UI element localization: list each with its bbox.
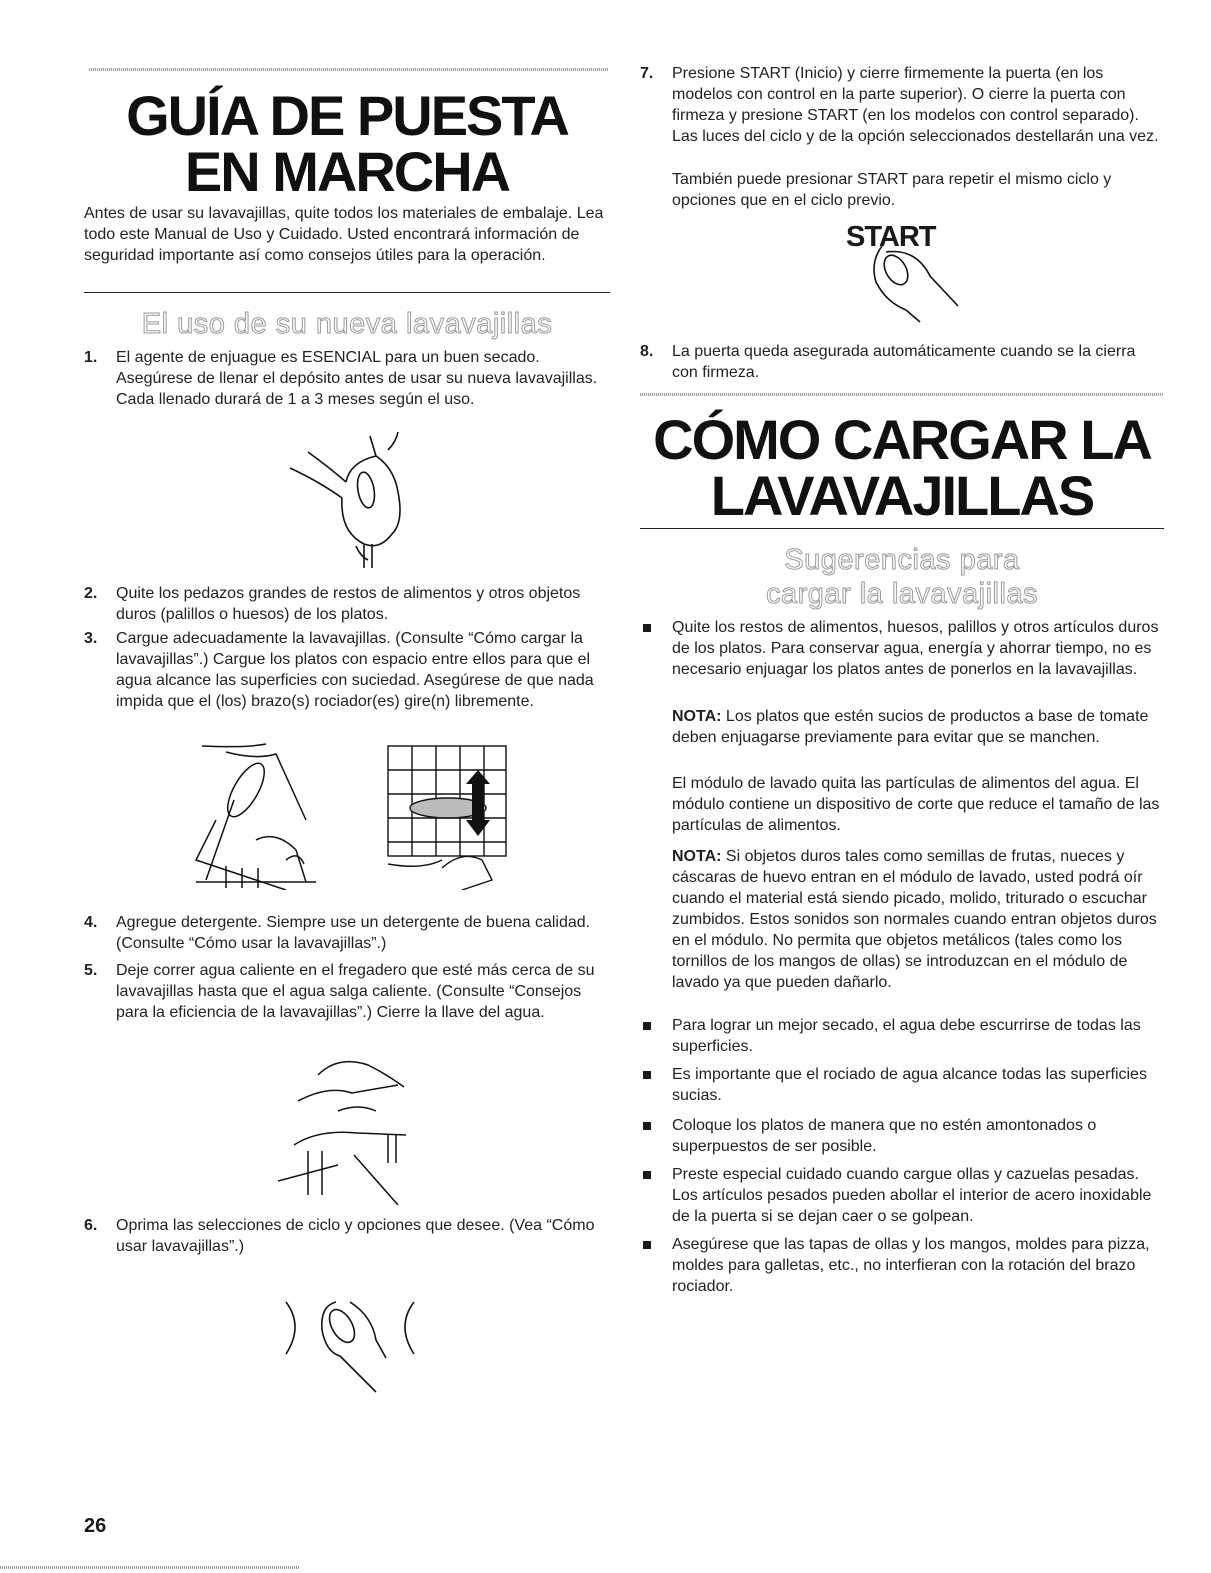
subsection-heading-line1: Sugerencias para (784, 544, 1020, 576)
note-text: Los platos que estén sucios de productos a base de tomate deben enjuagarse previamente para evitar que se manchen. (672, 708, 1149, 746)
button-press-illustration (280, 1296, 420, 1396)
note-label: NOTA: (672, 848, 722, 865)
note-paragraph (672, 846, 1162, 993)
step-number: 3. (84, 630, 98, 647)
bullet-marker (643, 624, 651, 632)
section-title-line1: CÓMO CARGAR LA (653, 408, 1151, 471)
dotted-rule (89, 68, 609, 71)
dotted-rule (640, 393, 1164, 396)
step-text: Cargue adecuadamente la lavavajillas. (Consulte “Cómo cargar la lavavajillas”.) Cargue los platos con espacio entre ellos para que el agua alcance las superficies con suciedad. Asegúrese de que nada impida que el (los) brazo(s) rociador(es) gire(n) libremente. (116, 630, 594, 710)
faucet-illustration (278, 1055, 418, 1205)
page-title-line2: EN MARCHA (184, 140, 510, 203)
step-number: 7. (640, 65, 654, 82)
step-text: Presione START (Inicio) y cierre firmemente la puerta (en los modelos con control en la parte superior). O cierre la puerta con firmeza y presione START (en los modelos con control separado). Las luces del ciclo y de la opción seleccionados destellarán una vez. (672, 65, 1159, 145)
intro-paragraph: Antes de usar su lavavajillas, quite todos los materiales de embalaje. Lea todo este Manual de Uso y Cuidado. Usted encontrará información de seguridad importante así como consejos útiles para la operación. (84, 205, 604, 264)
bullet-item (640, 1064, 1160, 1106)
bullet-text: Es importante que el rociado de agua alcance todas las superficies sucias. (672, 1066, 1147, 1104)
bullet-item (640, 1234, 1160, 1297)
step-number: 6. (84, 1217, 98, 1234)
spray-arm-illustration (382, 740, 512, 890)
bullet-marker (643, 1122, 651, 1130)
step-item (640, 63, 1160, 147)
step-item (640, 341, 1160, 383)
loading-dishes-illustration (186, 740, 336, 890)
step-number: 4. (84, 914, 98, 931)
step-text: Quite los pedazos grandes de restos de alimentos y otros objetos duros (palillos o huesos) de los platos. (116, 585, 581, 623)
rinse-aid-illustration (280, 432, 420, 572)
subsection-heading-line2: cargar la lavavajillas (765, 578, 1039, 610)
section-title-line2: LAVAVAJILLAS (710, 464, 1094, 527)
bullet-marker (643, 1022, 651, 1030)
note-text: Si objetos duros tales como semillas de frutas, nueces y cáscaras de huevo entran en el módulo de lavado, usted podrá oír cuando el material está siendo picado, molido, triturado o escuchar zumbidos. Estos sonidos son normales cuando entran objetos duros en el módulo. No permita que objetos metálicos (tales como los tornillos de los mangos de ollas) se introduzcan en el módulo de lavado ya que pueden dañarlo. (672, 848, 1157, 991)
step-item (84, 960, 604, 1023)
bullet-text: Coloque los platos de manera que no estén amontonados o superpuestos de ser posible. (672, 1117, 1097, 1155)
step-number: 2. (84, 585, 98, 602)
step-item (84, 912, 604, 954)
step-item (84, 583, 604, 625)
section-divider (640, 528, 1164, 529)
step-number: 8. (640, 343, 654, 360)
step-text: El agente de enjuague es ESENCIAL para un buen secado. Asegúrese de llenar el depósito antes de usar su nueva lavavajillas. Cada llenado durará de 1 a 3 meses según el uso. (116, 349, 598, 408)
step-number: 5. (84, 962, 98, 979)
step-item (84, 347, 604, 410)
step-number: 1. (84, 349, 98, 366)
bullet-text: Quite los restos de alimentos, huesos, palillos y otros artículos duros de los platos. Para conservar agua, energía y ahorrar tiempo, no es necesario enjuagar los platos antes de ponerlos en la lavavajillas. (672, 619, 1159, 678)
page-number: 26 (84, 1515, 107, 1537)
section-heading: El uso de su nueva lavavajillas (141, 308, 553, 340)
bullet-marker (643, 1241, 651, 1249)
bullet-marker (643, 1071, 651, 1079)
section-divider (84, 292, 610, 293)
step-text: Oprima las selecciones de ciclo y opciones que desee. (Vea “Cómo usar lavavajillas”.) (116, 1217, 595, 1255)
bullet-item (640, 1164, 1160, 1227)
step7-note: También puede presionar START para repetir el mismo ciclo y opciones que en el ciclo previo. (672, 171, 1112, 209)
step-item (84, 628, 604, 712)
bullet-text: Asegúrese que las tapas de ollas y los mangos, moldes para pizza, moldes para galletas, etc., no interfieran con la rotación del brazo rociador. (672, 1236, 1150, 1295)
bullet-text: Para lograr un mejor secado, el agua debe escurrirse de todas las superficies. (672, 1017, 1141, 1055)
bullet-item (640, 1015, 1160, 1057)
bullet-item (640, 617, 1160, 680)
bullet-text: Preste especial cuidado cuando cargue ollas y cazuelas pesadas. Los artículos pesados pueden abollar el interior de acero inoxidable de la puerta si se dejan caer o se golpean. (672, 1166, 1152, 1225)
note-paragraph (672, 706, 1162, 748)
step-item (84, 1215, 604, 1257)
bullet-item (640, 1115, 1160, 1157)
step-text: Agregue detergente. Siempre use un detergente de buena calidad. (Consulte “Cómo usar la lavavajillas”.) (116, 914, 591, 952)
bottom-rule (0, 1566, 300, 1569)
step-text: La puerta queda asegurada automáticamente cuando se la cierra con firmeza. (672, 343, 1136, 381)
step-text: Deje correr agua caliente en el fregadero que esté más cerca de su lavavajillas hasta que el agua salga caliente. (Consulte “Consejos para la eficiencia de la lavavajillas”.) Cierre la llave del agua. (116, 962, 595, 1021)
start-press-illustration (866, 246, 966, 326)
module-paragraph: El módulo de lavado quita las partículas de alimentos del agua. El módulo contiene un dispositivo de corte que reduce el tamaño de las partículas de alimentos. (672, 775, 1160, 834)
page-title-line1: GUÍA DE PUESTA (126, 84, 568, 147)
bullet-marker (643, 1171, 651, 1179)
start-label: START (846, 221, 936, 253)
note-label: NOTA: (672, 708, 722, 725)
